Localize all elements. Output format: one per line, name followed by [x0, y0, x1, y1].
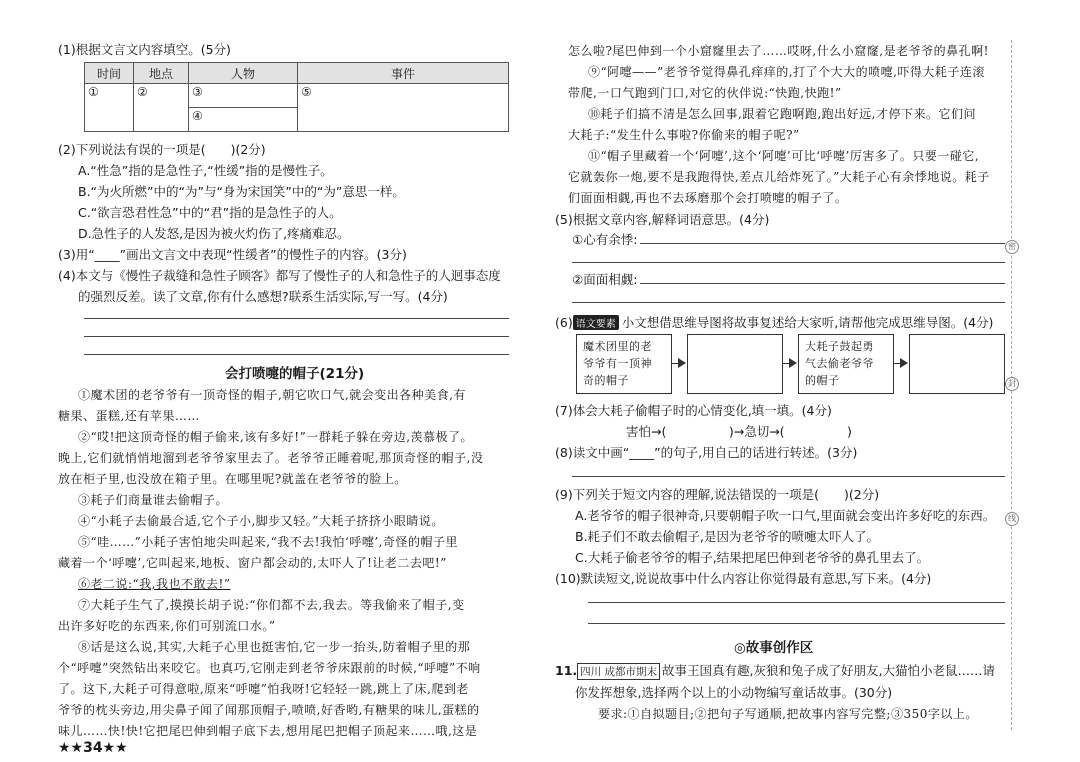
star-icon: ★★ — [102, 740, 128, 756]
story-line: 们面面相觑,再也不去琢磨那个会打喷嚏的帽子了。 — [568, 191, 848, 205]
q6-tag: 语文要素 — [573, 315, 619, 330]
section-title: ◎故事创作区 — [734, 640, 814, 656]
q2-option-c[interactable]: C.“欲言恐君性急”中的“君”指的是急性子的人。 — [78, 205, 342, 220]
story-line: 味儿……快!快!它把尾巴伸到帽子底下去,想用尾巴把帽子顶起来……哦,这是 — [58, 724, 478, 738]
story-line: ⑤“哇……”小耗子害怕地尖叫起来,“我不去!我怕‘呼嚏’,奇怪的帽子里 — [78, 535, 458, 549]
q8-prompt: (8)读文中画“____”的句子,用自己的话进行转述。(3分) — [555, 445, 858, 460]
mindmap-box3-line: 气去偷老爷爷 — [805, 357, 874, 370]
q2-option-b[interactable]: B.“为火所燃”中的“为”与“身为宋国笑”中的“为”意思一样。 — [78, 184, 405, 199]
story-line: 了。这下,大耗子可得意啦,原来“呼嚏”怕我呀!它轻轻一跳,跳上了床,爬到老 — [58, 682, 469, 696]
q3-prompt: (3)用“____”画出文言文中表现“性缓者”的慢性子的内容。(3分) — [58, 247, 407, 262]
mindmap-box1-line: 奇的帽子 — [583, 374, 629, 387]
page-number-value: 34 — [83, 740, 103, 756]
q5-a-label: ①心有余悸: — [572, 232, 638, 247]
answer-line[interactable] — [84, 336, 509, 337]
mindmap-box-4-blank[interactable] — [909, 334, 1005, 394]
table-header-time: 时间 — [85, 63, 134, 84]
q5-b-label: ②面面相觑: — [572, 272, 638, 287]
mindmap-box1-line: 爷爷有一顶神 — [583, 357, 652, 370]
story-title: 会打喷嚏的帽子(21分) — [225, 366, 365, 382]
table-header-place: 地点 — [134, 63, 189, 84]
table-cell-place[interactable]: ② — [134, 84, 189, 132]
q11-prompt-line2: 你发挥想象,选择两个以上的小动物编写童话故事。(30分) — [575, 685, 893, 700]
story-line-underlined: ⑥老二说:“我,我也不敢去!” — [78, 577, 231, 591]
story-line: ④“小耗子去偷最合适,它个子小,脚步又轻。”大耗子挤挤小眼睛说。 — [78, 514, 444, 528]
page-number — [58, 740, 128, 756]
binder-mark: 密 — [1005, 240, 1019, 254]
q7-prompt: (7)体会大耗子偷帽子时的心情变化,填一填。(4分) — [555, 403, 832, 418]
story-line: ⑩耗子们搞不清是怎么回事,跟着它跑啊跑,跑出好远,才停下来。它们问 — [588, 107, 976, 121]
q2-option-a[interactable]: A.“性急”指的是急性子,“性缓”指的是慢性子。 — [78, 163, 333, 178]
answer-line[interactable] — [84, 318, 509, 319]
answer-line[interactable] — [588, 623, 1005, 624]
q4-prompt-line2: 的强烈反差。读了文章,你有什么感想?联系生活实际,写一写。(4分) — [78, 289, 448, 304]
story-line: 怎么啦?尾巴伸到一个小窟窿里去了……哎呀,什么小窟窿,是老爷爷的鼻孔啊! — [568, 44, 989, 58]
q10-prompt: (10)默读短文,说说故事中什么内容让你觉得最有意思,写下来。(4分) — [555, 571, 932, 586]
mindmap-box-2-blank[interactable] — [687, 334, 783, 394]
story-line: 晚上,它们就悄悄地溜到老爷爷家里去了。老爷爷正睡着呢,那顶奇怪的帽子,没 — [58, 451, 484, 465]
story-line: 大耗子:“发生什么事啦?你偷来的帽子呢?” — [568, 128, 800, 142]
answer-line[interactable] — [572, 476, 1005, 477]
q6-text: 小文想借思维导图将故事复述给大家听,请帮他完成思维导图。(4分) — [621, 315, 994, 330]
answer-line[interactable] — [588, 602, 1005, 603]
story-line: ①魔术团的老爷爷有一顶奇怪的帽子,朝它吹口气,就会变出各种美食,有 — [78, 388, 466, 402]
mindmap-box1-line: 魔术团里的老 — [583, 340, 652, 353]
q9-prompt: (9)下列关于短文内容的理解,说法错误的一项是( )(2分) — [555, 487, 880, 502]
mindmap-box-1 — [576, 334, 672, 394]
q9-option-b[interactable]: B.耗子们不敢去偷帽子,是因为老爷爷的喷嚏太吓人了。 — [575, 529, 880, 544]
story-line: 带爬,一口气跑到门口,对它的伙伴说:“快跑,快跑!” — [568, 86, 842, 100]
q11-source-tag: 四川 成都市期末 — [577, 663, 660, 680]
story-line: ⑨“阿嚏——”老爷爷觉得鼻孔痒痒的,打了个大大的喷嚏,吓得大耗子连滚 — [588, 65, 985, 79]
q11-requirements: 要求:①自拟题目;②把句子写通顺,把故事内容写完整;③350字以上。 — [598, 707, 978, 721]
story-line: 出许多好吃的东西来,你们可别流口水。” — [58, 619, 276, 633]
answer-line[interactable] — [572, 262, 1005, 263]
binder-mark: 线 — [1005, 512, 1019, 526]
table-header-event: 事件 — [298, 63, 509, 84]
table-cell-event[interactable]: ⑤ — [298, 84, 509, 132]
q2-option-d[interactable]: D.急性子的人发怒,是因为被火灼伤了,疼痛难忍。 — [78, 226, 350, 241]
story-line: ⑦大耗子生气了,摸摸长胡子说:“你们都不去,我去。等我偷来了帽子,变 — [78, 598, 465, 612]
arrow-icon — [678, 358, 686, 368]
story-line: ②“哎!把这顶奇怪的帽子偷来,该有多好!”一群耗子躲在旁边,羡慕极了。 — [78, 430, 474, 444]
q2-prompt: (2)下列说法有误的一项是( )(2分) — [58, 142, 266, 157]
answer-line[interactable] — [640, 243, 1005, 244]
story-line: ⑪“帽子里藏着一个‘阿嚏’,这个‘阿嚏’可比‘呼嚏’厉害多了。只要一碰它, — [588, 149, 980, 163]
answer-line[interactable] — [640, 283, 1005, 284]
q4-prompt-line1: (4)本文与《慢性子裁缝和急性子顾客》都写了慢性子的人和急性子的人迥事态度 — [58, 268, 501, 283]
arrow-icon — [900, 358, 908, 368]
story-line: 放在柜子里,也没放在箱子里。在哪里呢?就盖在老爷爷的脸上。 — [58, 472, 407, 486]
q9-option-a[interactable]: A.老爷爷的帽子很神奇,只要朝帽子吹一口气,里面就会变出许多好吃的东西。 — [575, 508, 996, 523]
q11-text: 故事王国真有趣,灰狼和兔子成了好朋友,大猫怕小老鼠……请 — [662, 663, 995, 678]
binder-mark: 封 — [1005, 377, 1019, 391]
mindmap-box3-line: 大耗子鼓起勇 — [805, 340, 874, 353]
answer-line[interactable] — [84, 354, 509, 355]
table-cell-people-2[interactable]: ④ — [189, 108, 298, 132]
story-line: ③耗子们商量谁去偷帽子。 — [78, 493, 229, 507]
story-line: 它就轰你一炮,要不是我跑得快,差点儿给炸死了。”大耗子心有余悸地说。耗子 — [568, 170, 990, 184]
story-line: 个“呼嚏”突然钻出来咬它。也真巧,它刚走到老爷爷床跟前的时候,“呼嚏”不响 — [58, 661, 481, 675]
story-line: 糖果、蛋糕,还有苹果…… — [58, 409, 200, 423]
q7-fill[interactable]: 害怕→( )→急切→( ) — [626, 424, 852, 439]
table-cell-time[interactable]: ① — [85, 84, 134, 132]
q11-number: 11. — [555, 663, 578, 678]
mindmap-box3-line: 的帽子 — [805, 374, 840, 387]
story-line: 藏着一个‘呼嚏’,它叫起来,地板、窗户都会动的,太吓人了!让老二去吧!” — [58, 556, 447, 570]
q9-option-c[interactable]: C.大耗子偷老爷爷的帽子,结果把尾巴伸到老爷爷的鼻孔里去了。 — [575, 550, 930, 565]
arrow-icon — [789, 358, 797, 368]
story-line: ⑧话是这么说,其实,大耗子心里也挺害怕,它一步一抬头,防着帽子里的那 — [78, 640, 471, 654]
q11-prompt-line1 — [555, 661, 995, 680]
q5-prompt: (5)根据文章内容,解释词语意思。(4分) — [555, 212, 770, 227]
star-icon: ★★ — [58, 740, 84, 756]
table-cell-people-1[interactable]: ③ — [189, 84, 298, 108]
table-header-people: 人物 — [189, 63, 298, 84]
q6-prompt: (6) 语文要素 小文想借思维导图将故事复述给大家听,请帮他完成思维导图。(4分) — [555, 315, 994, 330]
event-table — [84, 62, 509, 132]
mindmap-box-3 — [798, 334, 894, 394]
story-line: 爷爷的枕头旁边,用尖鼻子闻了闻那顶帽子,喷喷,好香哟,有糖果的味儿,蛋糕的 — [58, 703, 480, 717]
q1-prompt: (1)根据文言文内容填空。(5分) — [58, 42, 231, 57]
answer-line[interactable] — [572, 302, 1005, 303]
